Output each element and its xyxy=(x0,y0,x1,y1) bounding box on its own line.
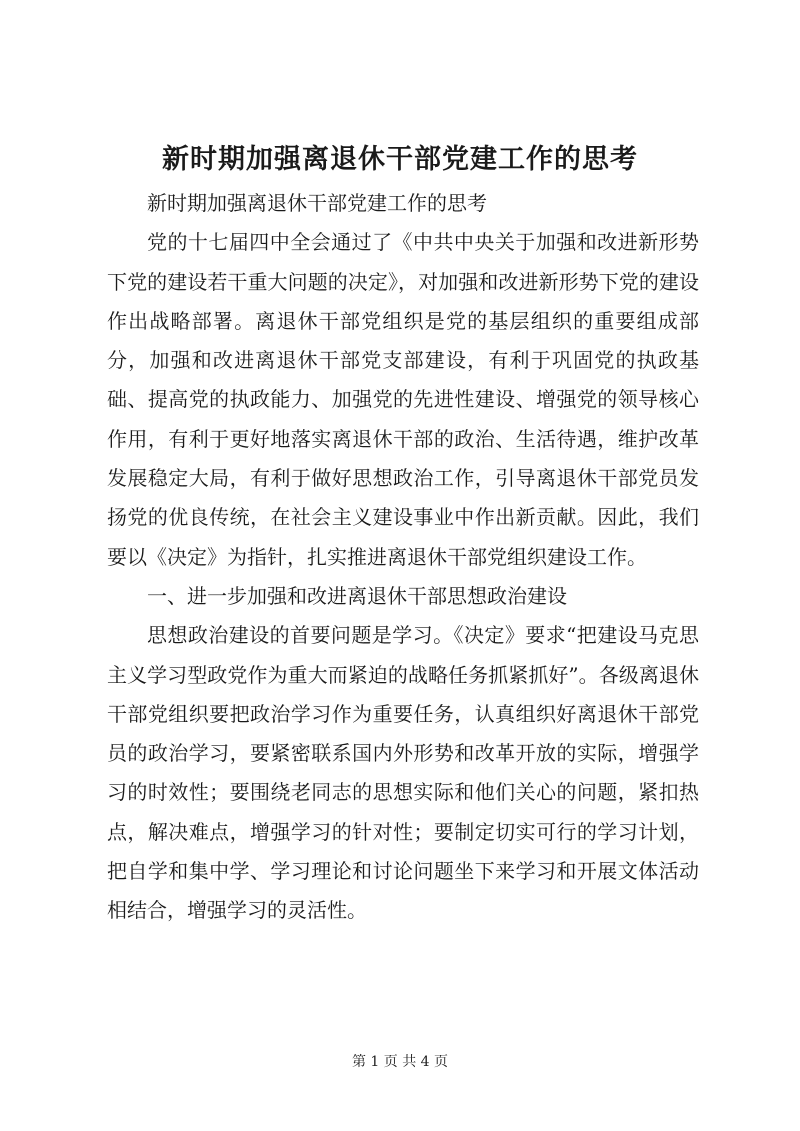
page-footer: 第 1 页 共 4 页 xyxy=(351,1054,449,1070)
document-body xyxy=(107,184,699,931)
subtitle-paragraph: 新时期加强离退休干部党建工作的思考 xyxy=(147,191,487,215)
section-paragraph: 思想政治建设的首要问题是学习。《决定》要求“把建设马克思主义学习型政党作为重大而紧迫的战略任务抓紧抓好”。各级离退休干部党组织要把政治学习作为重要任务，认真组织好离退休干部党员的政治学习，要紧密联系国内外形势和改革开放的实际，增强学习的时效性；要围绕老同志的思想实际和他们关心的问题，紧扣热点，解决难点，增强学习的针对性；要制定切实可行的学习计划，把自学和集中学、学习理论和讨论问题坐下来学习和开展文体活动相结合，增强学习的灵活性。 xyxy=(107,623,699,923)
section-heading: 一、进一步加强和改进离退休干部思想政治建设 xyxy=(147,583,567,608)
intro-paragraph: 党的十七届四中全会通过了《中共中央关于加强和改进新形势下党的建设若干重大问题的决定》，对加强和改进新形势下党的建设作出战略部署。离退休干部党组织是党的基层组织的重要组成部分，加强和改进离退休干部党支部建设，有利于巩固党的执政基础、提高党的执政能力、加强党的先进性建设、增强党的领导核心作用，有利于更好地落实离退休干部的政治、生活待遇，维护改革发展稳定大局，有利于做好思想政治工作，引导离退休干部党员发扬党的优良传统，在社会主义建设事业中作出新贡献。因此，我们要以《决定》为指针，扎实推进离退休干部党组织建设工作。 xyxy=(107,230,699,569)
document-title: 新时期加强离退休干部党建工作的思考 xyxy=(162,144,638,175)
